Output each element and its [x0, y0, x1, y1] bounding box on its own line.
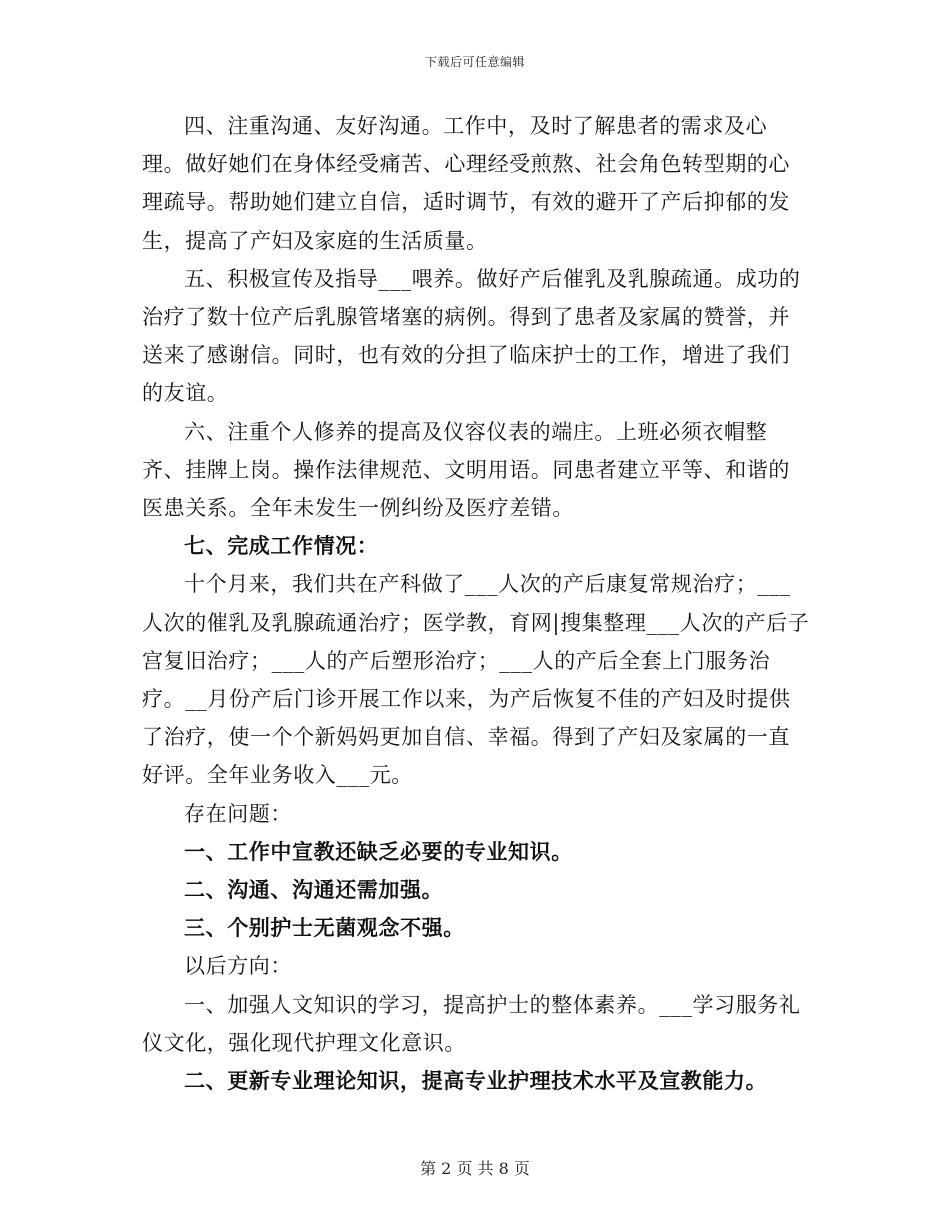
direction-item-2: 二、更新专业理论知识，提高专业护理技术水平及宣教能力。	[184, 1068, 768, 1094]
document-body	[142, 107, 810, 1100]
section-heading-problems: 存在问题：	[184, 801, 292, 826]
page-header: 下载后可任意编辑	[424, 55, 525, 69]
page-number-footer: 第 2 页 共 8 页	[420, 1159, 530, 1178]
section-heading-work-completed: 七、完成工作情况：	[184, 533, 379, 559]
section-heading-future-direction: 以后方向：	[184, 954, 292, 979]
paragraph-feeding-guidance: 五、积极宣传及指导___喂养。做好产后催乳及乳腺疏通。成功的治疗了数十位产后乳腺管堵塞的病例。得到了患者及家属的赞誉，并送来了感谢信。同时，也有效的分担了临床护士的工作，增进了我们的友谊。	[142, 266, 801, 406]
problem-item-2: 二、沟通、沟通还需加强。	[184, 877, 444, 903]
paragraph-personal-conduct: 六、注重个人修养的提高及仪容仪表的端庄。上班必须衣帽整齐、挂牌上岗。操作法律规范、文明用语。同患者建立平等、和谐的医患关系。全年未发生一例纠纷及医疗差错。	[142, 419, 790, 521]
problem-item-1: 一、工作中宣教还缺乏必要的专业知识。	[184, 838, 573, 864]
problem-item-3: 三、个别护士无菌观念不强。	[184, 915, 465, 941]
paragraph-communication: 四、注重沟通、友好沟通。工作中，及时了解患者的需求及心理。做好她们在身体经受痛苦、心理经受煎熬、社会角色转型期的心理疏导。帮助她们建立自信，适时调节，有效的避开了产后抑郁的发生，提高了产妇及家庭的生活质量。	[142, 114, 790, 253]
direction-item-1: 一、加强人文知识的学习，提高护士的整体素养。___学习服务礼仪文化，强化现代护理文化意识。	[142, 992, 801, 1055]
paragraph-work-statistics: 十个月来，我们共在产科做了___人次的产后康复常规治疗；___人次的催乳及乳腺疏通治疗；医学教，育网|搜集整理___人次的产后子宫复旧治疗；___人的产后塑形治疗；___人的产后全套上门服务治疗。__月份产后门诊开展工作以来，为产后恢复不佳的产妇及时提供了治疗，使一个个新妈妈更加自信、幸福。得到了产妇及家属的一直好评。全年业务收入___元。	[142, 572, 810, 788]
